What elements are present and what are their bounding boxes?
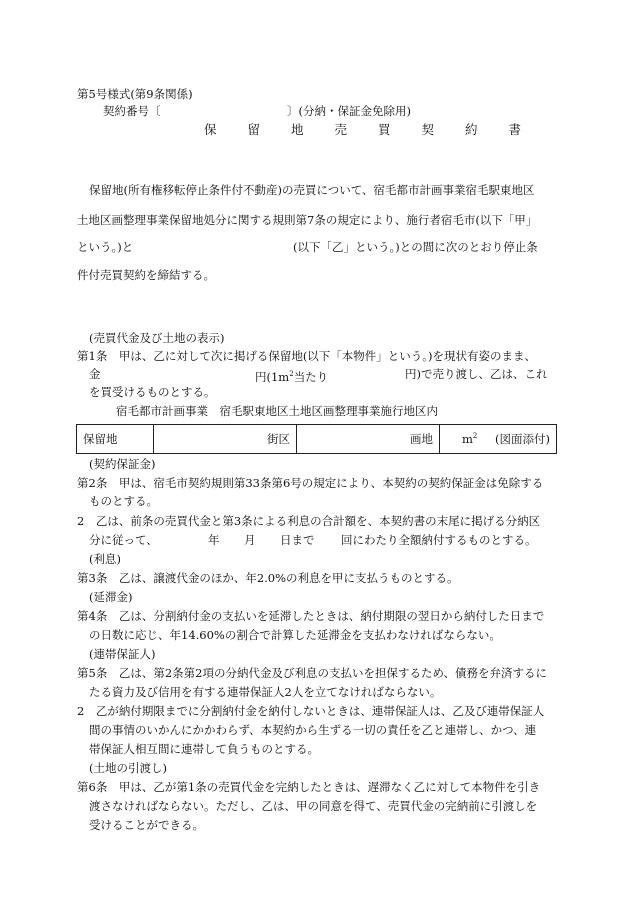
table-cell-lot: 画地 xyxy=(297,425,440,454)
article-text: 受けることができる。 xyxy=(89,818,204,832)
article-text: 第2条 甲は、宿毛市契約規則第33条第6号の規定により、本契約の契約保証金は免除する xyxy=(77,476,544,490)
article-text: 2 乙は、前条の売買代金と第3条による利息の合計額を、本契約書の末尾に掲げる分納区 xyxy=(77,514,541,528)
table-cell-area xyxy=(440,425,557,454)
article-text: たる資力及び信用を有する連帯保証人2人を立てなければならない。 xyxy=(89,685,442,699)
article-heading: (利息) xyxy=(89,552,121,566)
drawing-note: (図面添付) xyxy=(495,432,550,446)
project-area: 宿毛都市計画事業 宿毛駅東地区土地区画整理事業施行地区内 xyxy=(116,404,438,418)
article-text: 日まで xyxy=(280,533,315,547)
title-char: 地 xyxy=(291,122,304,137)
article-text: 回にわたり全額納付するものとする。 xyxy=(341,533,537,547)
article-text: 第5条 乙は、第2条第2項の分納代金及び利息の支払いを担保するため、債務を弁済するに xyxy=(77,666,547,680)
form-number: 第5号様式(第9条関係) xyxy=(77,87,193,101)
article-text: ものとする。 xyxy=(89,494,158,508)
title-char: 契 xyxy=(421,122,435,137)
intro-line: という。)と xyxy=(77,240,134,254)
article-heading: (連帯保証人) xyxy=(89,647,156,661)
article-text: を買受けるものとする。 xyxy=(89,385,216,399)
table-cell-block: 街区 xyxy=(154,425,297,454)
article-text: 第4条 乙は、分割納付金の支払いを延滞したときは、納付期限の翌日から納付した日まで xyxy=(77,609,545,623)
article-heading: (売買代金及び土地の表示) xyxy=(89,331,225,345)
article-text: 円(1m xyxy=(255,370,290,384)
article-text: 分に従って、 xyxy=(89,533,158,547)
title-char: 買 xyxy=(378,122,391,137)
table-cell-label: 保留地 xyxy=(77,425,154,454)
table-row xyxy=(77,425,557,454)
article-heading: (延滞金) xyxy=(89,590,133,604)
article-text: 当たり xyxy=(293,370,329,384)
intro-line: 件付売買契約を締結する。 xyxy=(77,268,215,282)
area-unit: m xyxy=(461,432,473,446)
contract-number-suffix: 〕(分納・保証金免除用) xyxy=(287,104,411,118)
superscript: 2 xyxy=(472,432,478,440)
intro-line: 土地区画整理事業保留地処分に関する規則第7条の規定により、施行者宿毛市(以下「甲」 xyxy=(77,213,538,227)
title-char: 保 xyxy=(204,122,217,137)
article-text: 第6条 甲は、乙が第1条の売買代金を完納したときは、遅滞なく乙に対して本物件を引き xyxy=(77,780,541,794)
title-char: 書 xyxy=(508,122,522,137)
article-heading: (契約保証金) xyxy=(89,457,156,471)
article-text: 年 xyxy=(208,533,220,547)
article-text: 2 乙が納付期限までに分割納付金を納付しないときは、連帯保証人は、乙及び連帯保証人 xyxy=(77,704,545,718)
title-char: 売 xyxy=(334,122,348,137)
price-per-sqm xyxy=(255,367,328,384)
title-char: 約 xyxy=(465,122,478,137)
article-text: 帯保証人相互間に連帯して負うものとする。 xyxy=(89,742,319,756)
property-table xyxy=(76,424,557,454)
article-heading: (土地の引渡し) xyxy=(89,761,167,775)
document-title xyxy=(204,123,548,137)
article-text: 金 xyxy=(89,367,101,381)
superscript: 2 xyxy=(289,370,294,378)
title-char: 留 xyxy=(247,122,261,137)
intro-line: (以下「乙」という。)との間に次のとおり停止条 xyxy=(293,240,538,254)
article-text: 月 xyxy=(244,533,256,547)
intro-line: 保留地(所有権移転停止条件付不動産)の売買について、宿毛都市計画事業宿毛駅東地区 xyxy=(89,183,535,197)
article-text: 渡さなければならない。ただし、乙は、甲の同意を得て、売買代金の完納前に引渡しを xyxy=(89,799,538,813)
contract-number-label: 契約番号〔 xyxy=(103,104,161,118)
article-text: の日数に応じ、年14.60%の割合で計算した延滞金を支払わなければならない。 xyxy=(89,628,501,642)
article-text: 第1条 甲は、乙に対して次に掲げる保留地(以下「本物件」という。)を現状有姿のまま、 xyxy=(77,349,537,363)
article-text: 第3条 乙は、譲渡代金のほか、年2.0%の利息を甲に支払うものとする。 xyxy=(77,571,459,585)
article-text: 間の事情のいかんにかかわらず、本契約から生ずる一切の責任を乙と連帯し、かつ、連 xyxy=(89,723,537,737)
article-text: 円)で売り渡し、乙は、これ xyxy=(405,367,548,381)
